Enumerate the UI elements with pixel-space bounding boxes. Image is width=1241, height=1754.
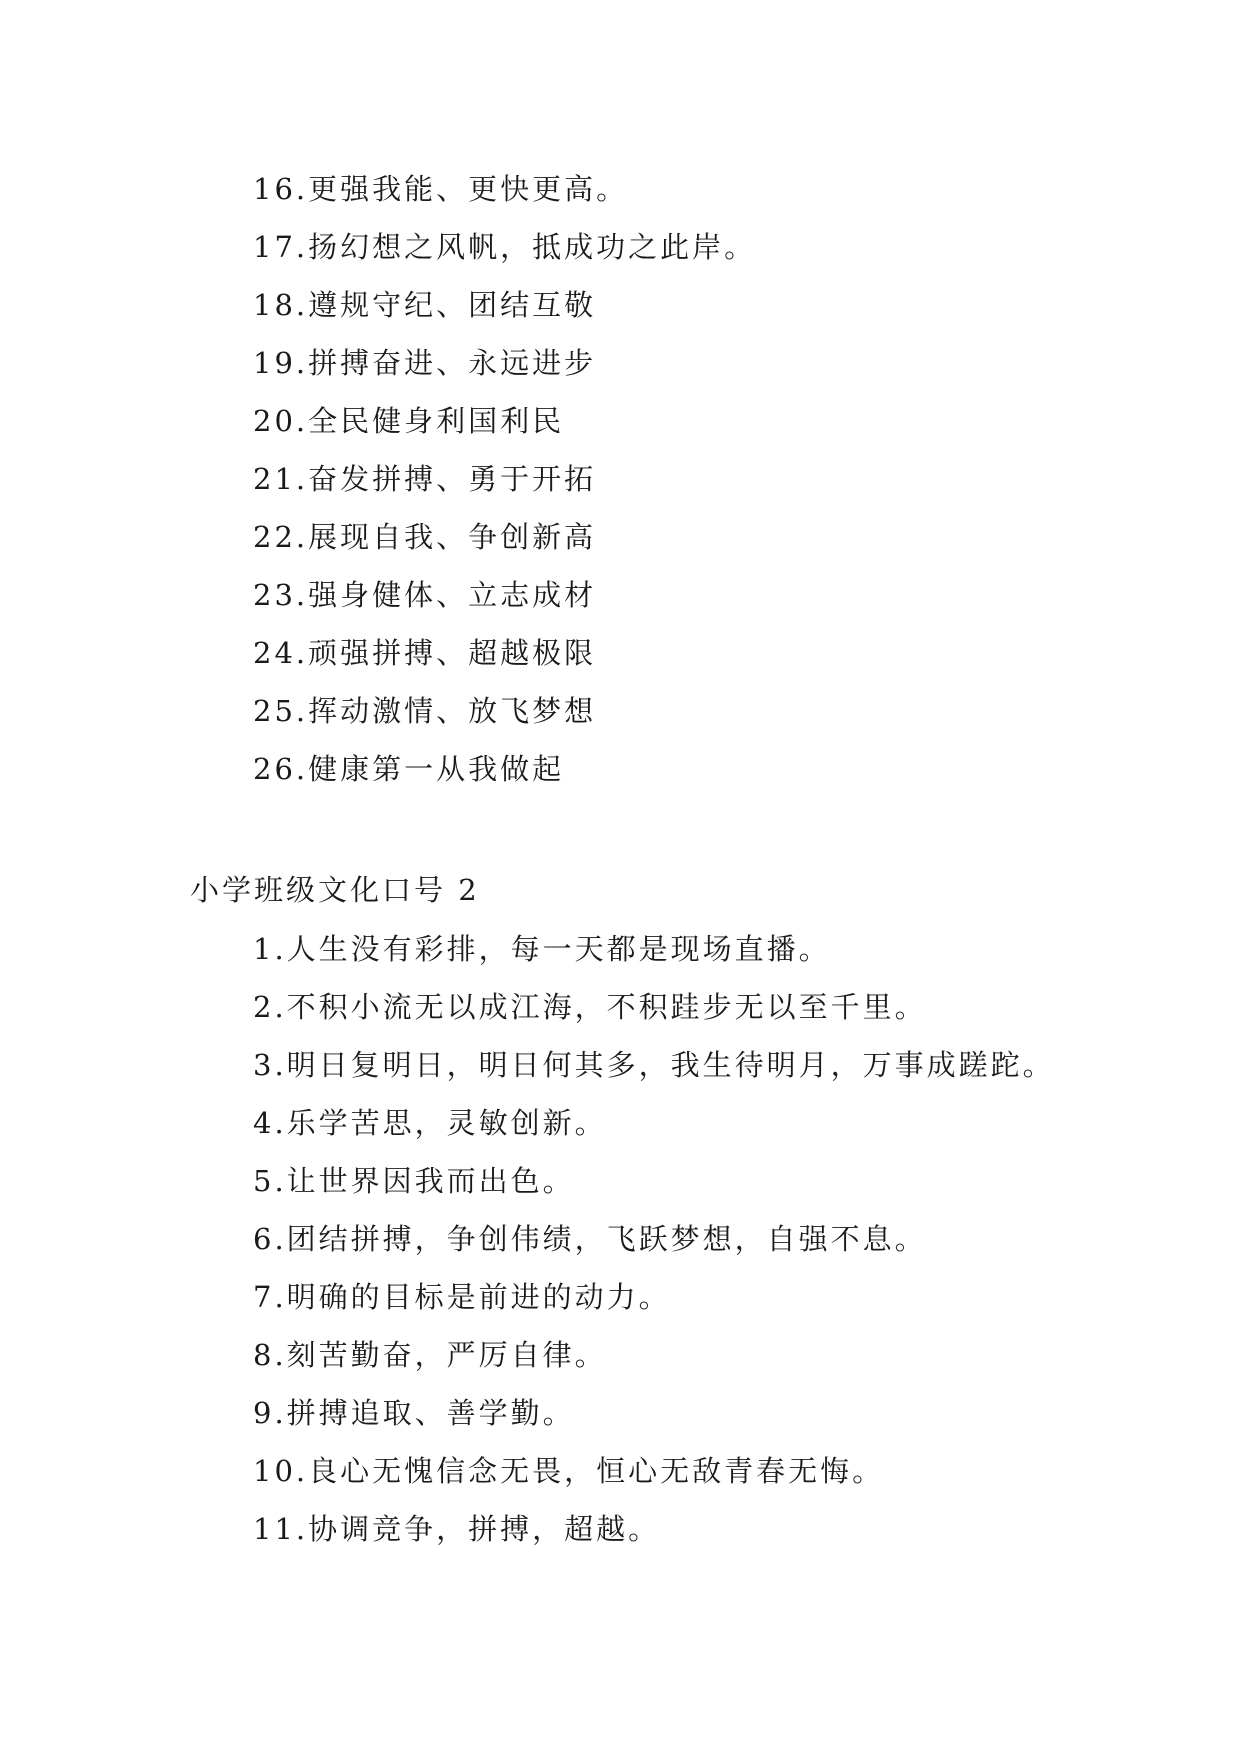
list-item: 25.挥动激情、放飞梦想 (253, 694, 597, 728)
list-item: 24.顽强拼搏、超越极限 (253, 636, 597, 670)
list-item: 6.团结拼搏，争创伟绩，飞跃梦想，自强不息。 (253, 1222, 927, 1256)
list-item: 17.扬幻想之风帆，抵成功之此岸。 (253, 230, 757, 264)
list-item: 2.不积小流无以成江海，不积跬步无以至千里。 (253, 990, 927, 1024)
list-item: 7.明确的目标是前进的动力。 (253, 1280, 671, 1314)
list-item: 23.强身健体、立志成材 (253, 578, 597, 612)
list-item: 9.拼搏追取、善学勤。 (253, 1396, 575, 1430)
list-item: 22.展现自我、争创新高 (253, 520, 597, 554)
list-item: 4.乐学苦思，灵敏创新。 (253, 1106, 607, 1140)
list-item: 10.良心无愧信念无畏，恒心无敌青春无悔。 (253, 1454, 885, 1488)
section-heading: 小学班级文化口号 2 (190, 873, 480, 907)
list-item: 8.刻苦勤奋，严厉自律。 (253, 1338, 607, 1372)
list-item: 20.全民健身利国利民 (253, 404, 565, 438)
list-item: 1.人生没有彩排，每一天都是现场直播。 (253, 932, 831, 966)
list-item: 18.遵规守纪、团结互敬 (253, 288, 597, 322)
list-item: 5.让世界因我而出色。 (253, 1164, 575, 1198)
list-item: 11.协调竞争，拼搏，超越。 (253, 1512, 661, 1546)
list-item: 26.健康第一从我做起 (253, 752, 565, 786)
slogan-list-part1 (253, 160, 756, 798)
list-item: 19.拼搏奋进、永远进步 (253, 346, 597, 380)
list-item: 16.更强我能、更快更高。 (253, 172, 629, 206)
slogan-list-part2 (253, 920, 1055, 1558)
list-item: 3.明日复明日，明日何其多，我生待明月，万事成蹉跎。 (253, 1048, 1055, 1082)
list-item: 21.奋发拼搏、勇于开拓 (253, 462, 597, 496)
